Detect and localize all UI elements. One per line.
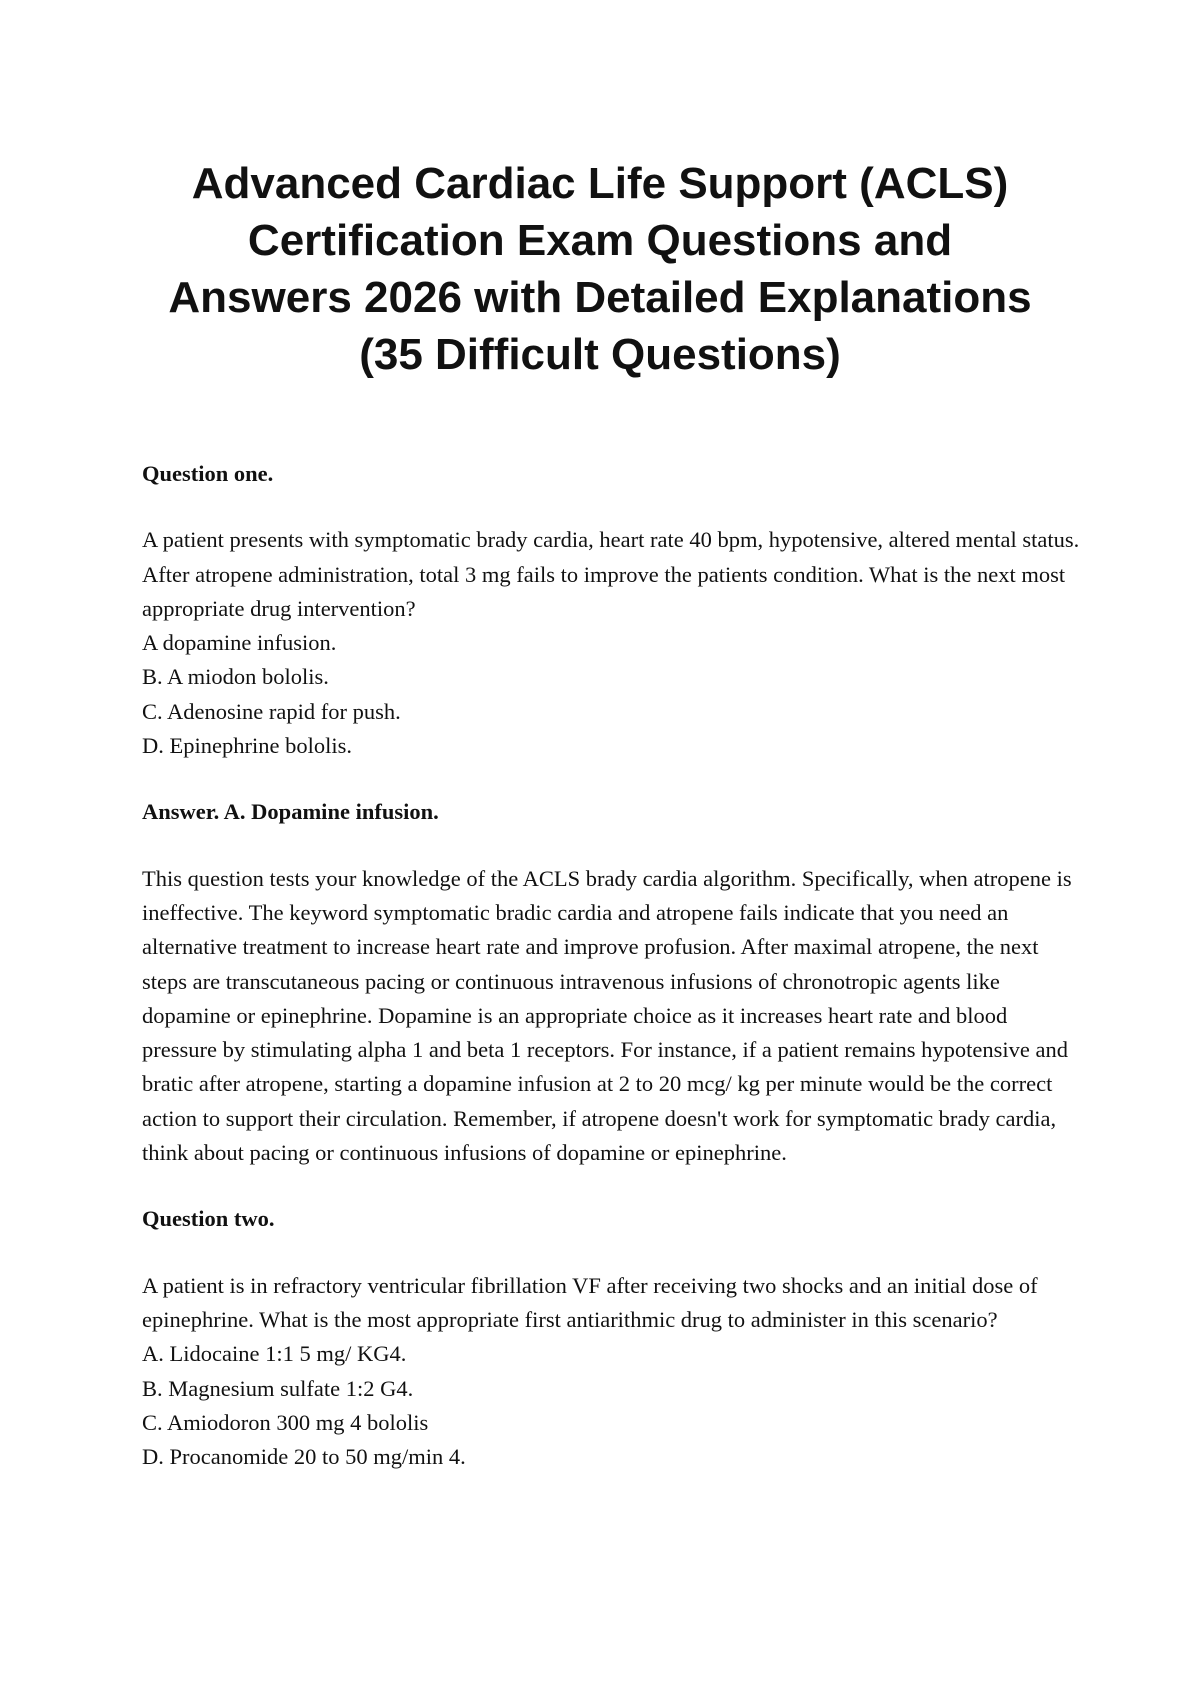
answer-option: B. Magnesium sulfate 1:2 G4. (142, 1375, 414, 1401)
explanation-paragraph: This question tests your knowledge of the ACLS brady cardia algorithm. Specifically, when atropene is ineffective. The keyword symptomatic bradic cardia and atropene fails indicate that you need an alternative treatment to increase heart rate and improve profusion. After maximal atropene, the next steps are transcutaneous pacing or continuous intravenous infusions of chronotropic agents like dopamine or epinephrine. Dopamine is an appropriate choice as it increases heart rate and blood pressure by stimulating alpha 1 and beta 1 receptors. For instance, if a patient remains hypotensive and bratic after atropene, starting a dopamine infusion at 2 to 20 mcg/ kg per minute would be the correct action to support their circulation. Remember, if atropene doesn't work for symptomatic brady cardia, think about pacing or continuous infusions of dopamine or epinephrine. (142, 865, 1072, 1166)
question-heading: Question two. (142, 1206, 275, 1232)
title-line: Certification Exam Questions and (247, 216, 953, 265)
answer-option: C. Amiodoron 300 mg 4 bololis (142, 1409, 429, 1435)
question-heading: Question one. (142, 461, 274, 486)
answer-option: B. A miodon bololis. (142, 664, 329, 690)
option-list (142, 1337, 1082, 1474)
document-title (130, 155, 1070, 383)
question-stem: A patient is in refractory ventricular fibrillation VF after receiving two shocks and an initial dose of epinephrine. What is the most appropriate first antiarithmic drug to administer in this scenario? (142, 1272, 1038, 1332)
answer-option: D. Epinephrine bololis. (142, 733, 352, 759)
answer-heading: Answer. A. Dopamine infusion. (142, 799, 439, 825)
document-body (142, 457, 1082, 1474)
answer-option: A dopamine infusion. (142, 630, 337, 656)
answer-option: C. Adenosine rapid for push. (142, 698, 401, 724)
option-list (142, 626, 1082, 763)
question-block (142, 1202, 1082, 1474)
title-line: Advanced Cardiac Life Support (ACLS) (191, 159, 1009, 208)
question-block (142, 457, 1082, 1170)
question-stem: A patient presents with symptomatic brady cardia, heart rate 40 bpm, hypotensive, altered mental status. After atropene administration, total 3 mg fails to improve the patients condition. What is the next most appropriate drug intervention? (142, 527, 1080, 621)
title-line: (35 Difficult Questions) (359, 330, 841, 379)
answer-option: A. Lidocaine 1:1 5 mg/ KG4. (142, 1341, 407, 1367)
title-line: Answers 2026 with Detailed Explanations (168, 273, 1032, 322)
answer-option: D. Procanomide 20 to 50 mg/min 4. (142, 1444, 466, 1470)
